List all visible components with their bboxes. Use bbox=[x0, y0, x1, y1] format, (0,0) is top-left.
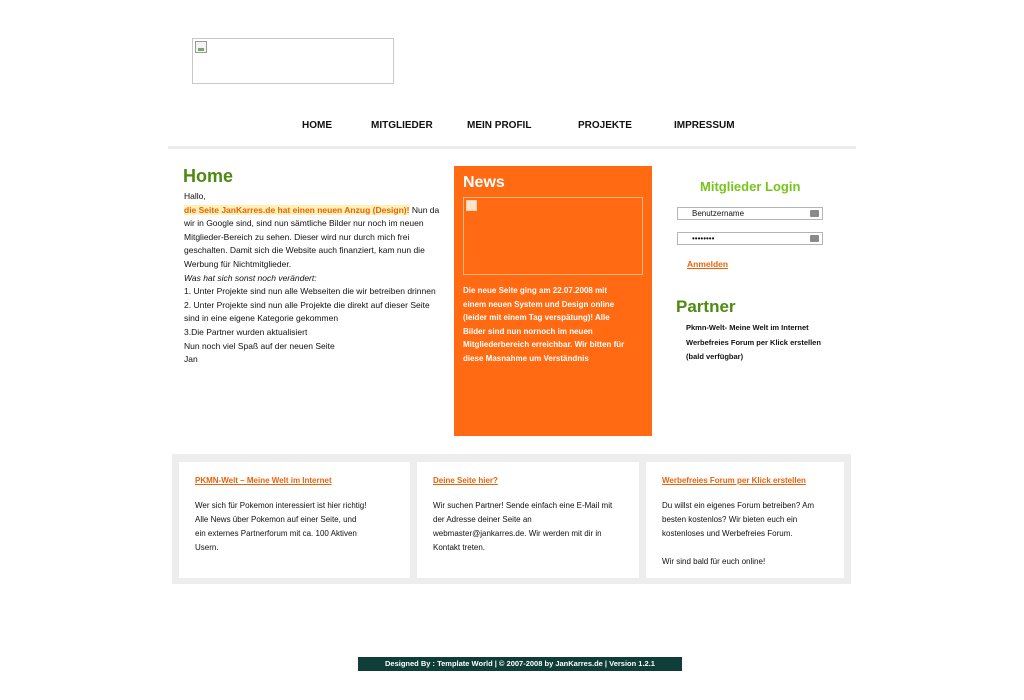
site-logo[interactable] bbox=[192, 38, 394, 84]
feature-panels bbox=[172, 454, 851, 584]
nav-projekte[interactable]: PROJEKTE bbox=[578, 120, 632, 131]
panel-pkmn-welt bbox=[179, 462, 410, 578]
home-greeting: Hallo, bbox=[184, 191, 206, 201]
home-intro-line: Nun da bbox=[409, 204, 440, 215]
news-line: (leider mit einem Tag verspätung)! Alle bbox=[463, 313, 610, 323]
nav-home[interactable]: HOME bbox=[302, 120, 332, 131]
password-field[interactable] bbox=[677, 232, 823, 245]
home-closing: Nun noch viel Spaß auf der neuen Seite bbox=[184, 340, 335, 351]
home-change-item: 3.Die Partner wurden aktualisiert bbox=[184, 326, 308, 337]
username-field[interactable] bbox=[677, 207, 823, 220]
news-line: Die neue Seite ging am 22.07.2008 mit bbox=[463, 286, 608, 295]
home-intro-line: geschalten. Damit sich die Website auch finanziert, kam nun die bbox=[184, 245, 425, 256]
home-intro-line: Mitglieder-Bereich zu sehen. Dieser wird nur durch mich frei bbox=[184, 231, 410, 242]
panel-title-link[interactable]: PKMN-Welt – Meine Welt im Internet bbox=[195, 476, 332, 485]
home-intro-line: Werbung für Nichtmitglieder. bbox=[184, 258, 292, 269]
panel-line: ein externes Partnerforum mit ca. 100 Aktiven bbox=[195, 529, 357, 538]
panel-line: besten kostenlos? Wir bieten euch ein bbox=[662, 515, 798, 524]
broken-image-icon bbox=[466, 200, 477, 211]
partner-title: Partner bbox=[676, 297, 736, 316]
panel-text bbox=[433, 499, 612, 555]
panel-line: Wer sich für Pokemon interessiert ist hier richtig! bbox=[195, 501, 367, 510]
news-line: einem neuen System und Design online bbox=[463, 299, 615, 309]
footer-credits: Designed By : Template World | © 2007-2008 by JanKarres.de | Version 1.2.1 bbox=[358, 657, 682, 671]
home-title: Home bbox=[183, 166, 234, 186]
panel-line: Usern. bbox=[195, 543, 219, 552]
keyboard-icon bbox=[810, 235, 819, 242]
news-line: Bilder sind nun nornoch im neuen bbox=[463, 326, 593, 336]
nav-mitglieder[interactable]: MITGLIEDER bbox=[371, 120, 433, 131]
panel-werbefreies-forum bbox=[646, 462, 844, 578]
nav-impressum[interactable]: IMPRESSUM bbox=[674, 120, 735, 131]
home-change-item: 1. Unter Projekte sind nun alle Webseiten die wir betreiben drinnen bbox=[184, 286, 436, 297]
login-title: Mitglieder Login bbox=[700, 179, 801, 194]
keyboard-icon bbox=[810, 210, 819, 217]
username-value: Benutzername bbox=[692, 209, 745, 218]
broken-image-icon bbox=[195, 41, 207, 53]
panel-text bbox=[662, 499, 814, 569]
home-intro bbox=[184, 204, 446, 218]
home-highlight: die Seite JanKarres.de hat einen neuen Anzug (Design)! bbox=[184, 204, 410, 215]
panel-line: kostenloses und Werbefreies Forum. bbox=[662, 529, 793, 538]
partner-item[interactable]: Pkmn-Welt- Meine Welt im Internet bbox=[686, 323, 809, 332]
news-image bbox=[463, 197, 643, 275]
panel-deine-seite bbox=[417, 462, 639, 578]
panel-line bbox=[662, 541, 814, 555]
partner-list bbox=[686, 321, 851, 365]
panel-title-link[interactable]: Deine Seite hier? bbox=[433, 476, 498, 485]
panel-line: Du willst ein eigenes Forum betreiben? Am bbox=[662, 501, 815, 510]
nav-mein-profil[interactable]: MEIN PROFIL bbox=[467, 120, 532, 131]
panel-line: Kontakt treten. bbox=[433, 543, 486, 552]
home-change-item: 2. Unter Projekte sind nun alle Projekte die direkt auf dieser Seite bbox=[184, 299, 430, 310]
home-intro-line: wir in Google sind, sind nun sämtliche Bilder nur noch im neuen bbox=[184, 218, 424, 229]
login-button[interactable]: Anmelden bbox=[687, 259, 729, 269]
panel-title-link[interactable]: Werbefreies Forum per Klick erstellen bbox=[662, 476, 806, 485]
panel-line: Wir sind bald für euch online! bbox=[662, 557, 766, 566]
partner-item[interactable]: Werbefreies Forum per Klick erstellen bbox=[686, 337, 821, 347]
password-mask: •••••••• bbox=[692, 234, 715, 243]
panel-text bbox=[195, 499, 366, 555]
nav-divider bbox=[168, 146, 856, 149]
panel-line: webmaster@jankarres.de. Wir werden mit dir in bbox=[433, 529, 602, 538]
home-change-item: sind in eine eigene Kategorie gekommen bbox=[184, 313, 339, 324]
news-text bbox=[463, 284, 647, 366]
panel-line: der Adresse deiner Seite an bbox=[433, 515, 532, 524]
panel-line: Wir suchen Partner! Sende einfach eine E-Mail mit bbox=[433, 501, 613, 510]
panel-line: Alle News über Pokemon auf einer Seite, und bbox=[195, 515, 357, 524]
home-changes-heading: Was hat sich sonst noch verändert: bbox=[184, 272, 317, 283]
home-signature: Jan bbox=[184, 354, 198, 365]
partner-item-note: (bald verfügbar) bbox=[686, 352, 744, 361]
home-content bbox=[184, 190, 446, 367]
news-box bbox=[454, 166, 652, 436]
news-line: Mitgliederbereich erreichbar. Wir bitten für bbox=[463, 340, 625, 350]
news-title: News bbox=[463, 174, 505, 191]
news-line: diese Masnahme um Verständnis bbox=[463, 353, 589, 363]
